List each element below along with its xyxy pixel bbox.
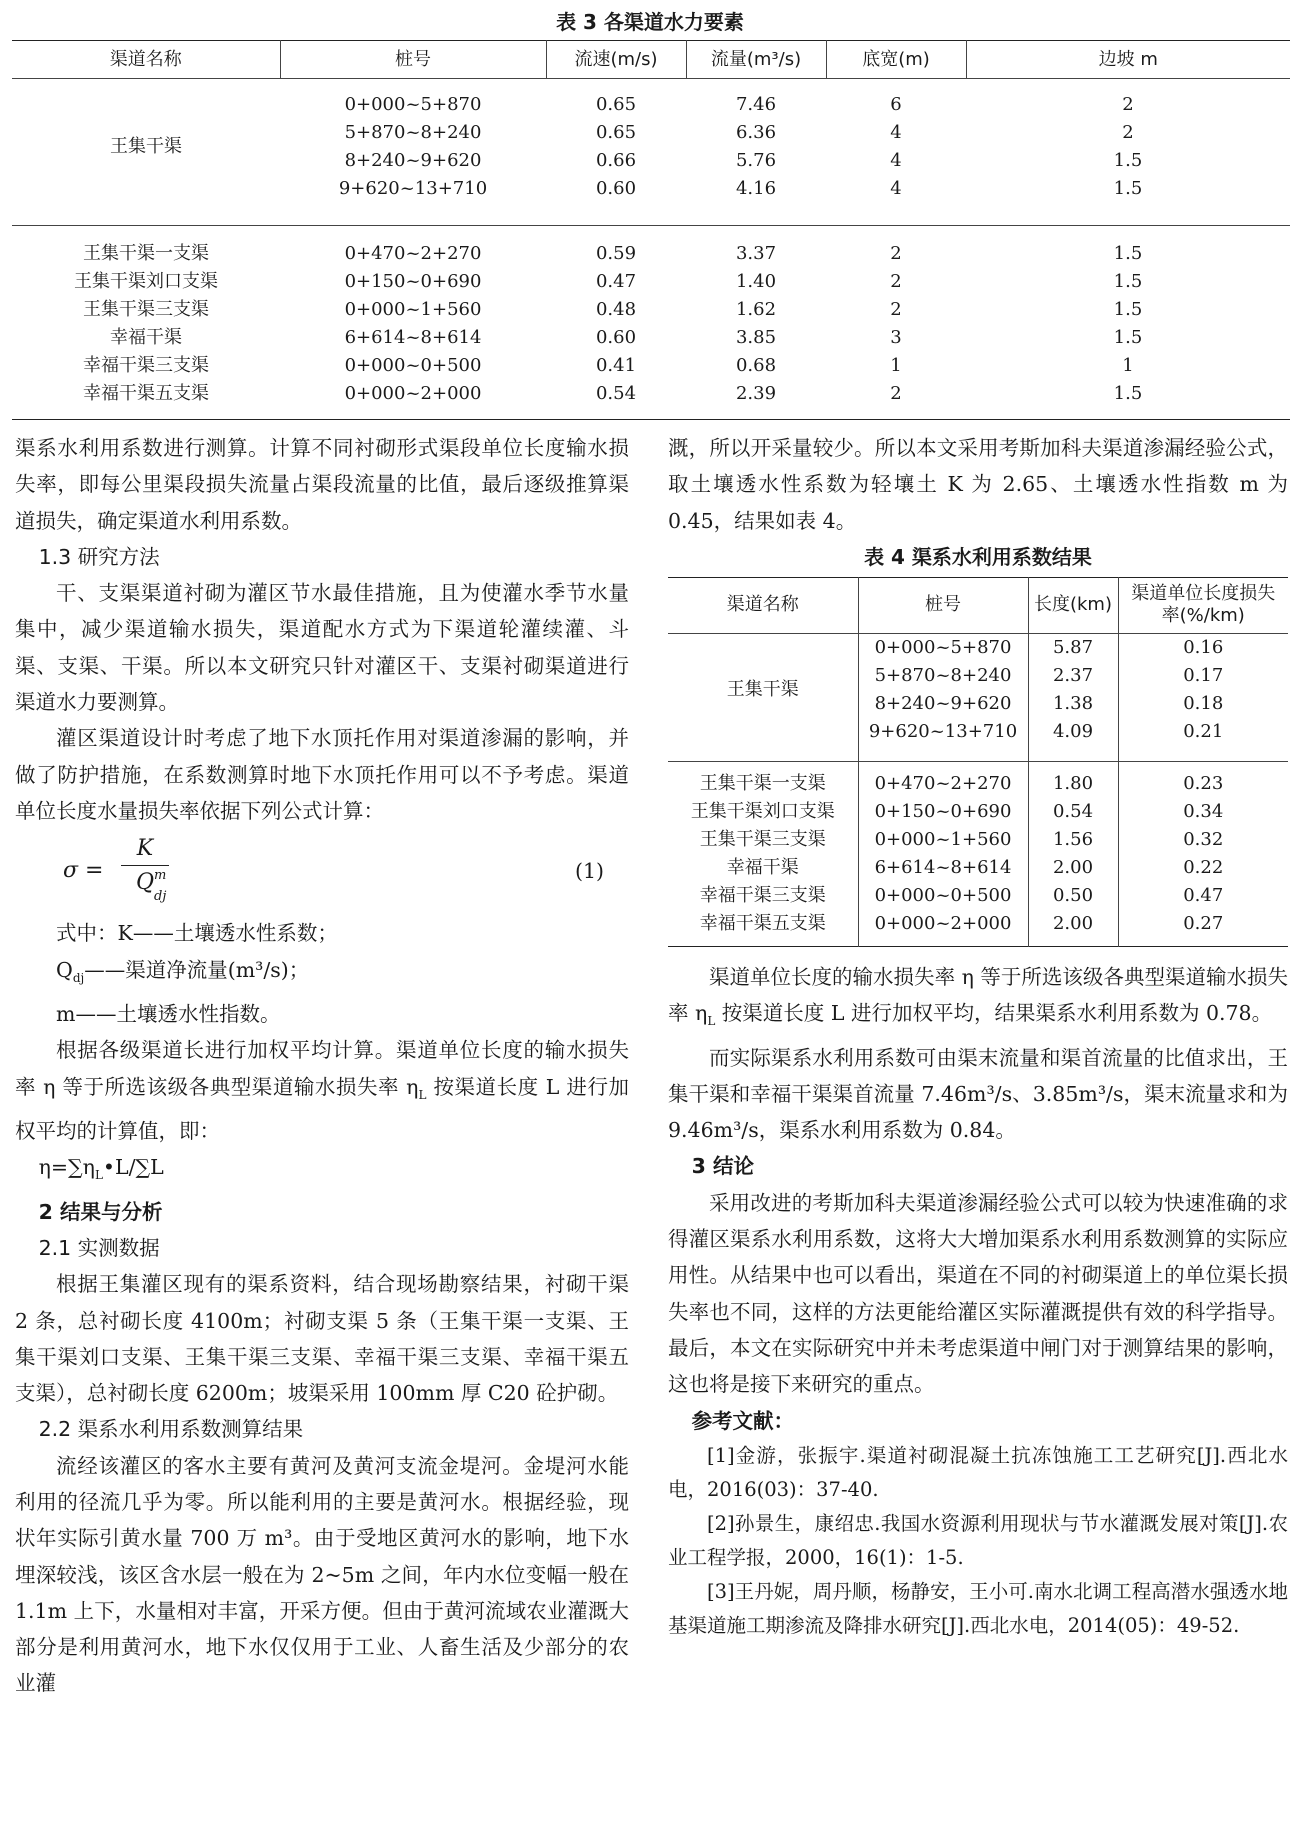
table-cell: 0.48: [595, 298, 637, 320]
table-row: [12, 352, 1290, 380]
table-cell: 0+000~2+000: [344, 382, 482, 404]
definition: 式中：K——土壤透水性系数；: [56, 921, 338, 946]
section-heading-1-3: 1.3 研究方法: [38, 544, 160, 569]
table-row: [668, 826, 1288, 854]
table-cell: 2: [1122, 122, 1134, 143]
table-cell: 0.16: [1183, 636, 1224, 658]
paragraph: 渠系水利用系数进行测算。计算不同衬砌形式渠段单位长度输水损失率，即每公里渠段损失流量占渠段流量的比值，最后逐级推算渠道损失，确定渠道水利用系数。: [15, 436, 629, 533]
table-row: [668, 798, 1288, 826]
table-cell: 0.47: [1183, 885, 1224, 907]
table-cell: 0+000~2+000: [858, 910, 1028, 938]
references-title: 参考文献：: [691, 1408, 795, 1433]
table-cell: 0+150~0+690: [344, 270, 482, 292]
table-cell: 幸福干渠: [668, 854, 858, 882]
table-cell: 0.65: [595, 122, 637, 143]
table4: [668, 577, 1288, 947]
table-cell: 0+000~0+500: [344, 354, 482, 376]
table-cell: 0+000~5+870: [344, 94, 482, 115]
t3-header: 边坡 m: [966, 41, 1290, 79]
table-cell: 0.17: [1183, 664, 1224, 686]
section-heading-2: 2 结果与分析: [38, 1199, 163, 1224]
table-cell: 7.46: [735, 94, 777, 115]
t3-header: 流量(m³/s): [686, 41, 826, 79]
table-cell: 王集干渠刘口支渠: [668, 798, 858, 826]
table-cell: 8+240~9+620: [344, 150, 482, 171]
table-row: [12, 225, 1290, 268]
table-cell: 0.23: [1183, 773, 1224, 795]
section-heading-2-2: 2.2 渠系水利用系数测算结果: [38, 1417, 304, 1442]
table-cell: 0+000~5+870: [858, 633, 1028, 662]
table-cell: 2.00: [1028, 910, 1118, 938]
table-cell: 4: [890, 122, 902, 143]
table3: [12, 40, 1290, 420]
right-column: [668, 430, 1288, 1643]
paragraph: 采用改进的考斯加科夫渠道渗漏经验公式可以较为快速准确的求得灌区渠系水利用系数，这将大大增加渠系水利用系数测算的实际应用性。从结果中也可以看出，渠道在不同的衬砌渠道上的单位渠长损失率也不同，这样的方法更能给灌区实际灌溉提供有效的科学指导。最后，本文在实际研究中并未考虑渠道中闸门对于测算结果的影响，这也将是接下来研究的重点。: [668, 1190, 1288, 1397]
table-cell: 0.21: [1183, 720, 1224, 742]
formula-number: (1): [575, 859, 605, 884]
table-cell: 0+000~1+560: [858, 826, 1028, 854]
t3-header: 底宽(m): [826, 41, 966, 79]
table-cell: 幸福干渠五支渠: [668, 910, 858, 938]
table-cell: 9+620~13+710: [338, 178, 488, 199]
table-cell: 5.76: [735, 150, 777, 171]
equation-2: [15, 1149, 629, 1193]
table-cell: 3.85: [735, 326, 777, 348]
paragraph: 流经该灌区的客水主要有黄河及黄河支流金堤河。金堤河水能利用的径流几乎为零。所以能利用的主要是黄河水。根据经验，现状年实际引黄水量 700 万 m³。由于受地区黄河水的影响，地下水埋深较浅，该区含水层一般在为 2~5m 之间，年内水位变幅一般在 1.1m 上下，水量相对丰富，开采方便。但由于黄河流域农业灌溉大部分是利用黄河水，地下水仅仅用于工业、人畜生活及少部分的农业灌: [15, 1453, 629, 1696]
definition-sub: dj: [72, 970, 85, 985]
equation-sub: L: [94, 1168, 103, 1183]
table-cell: 5.87: [1028, 633, 1118, 662]
t4-header: 桩号: [858, 577, 1028, 633]
table-cell: 0.66: [595, 150, 637, 171]
formula-1: [15, 829, 629, 915]
t3-header: 流速(m/s): [546, 41, 686, 79]
table-cell: 1.80: [1028, 762, 1118, 799]
table-cell: 2: [890, 242, 902, 264]
equation-text: η=∑η: [38, 1155, 95, 1180]
formula-lhs: σ =: [63, 858, 104, 884]
table-row: [668, 633, 1288, 662]
eta-sub: L: [707, 1014, 716, 1029]
table-cell: 2: [1122, 94, 1134, 115]
table3-caption: 表 3 各渠道水力要素: [556, 10, 744, 34]
table-cell: 6: [890, 94, 902, 115]
table-cell: 1.5: [1113, 242, 1143, 264]
table-cell: 4.09: [1028, 718, 1118, 746]
table-cell: 王集干渠刘口支渠: [74, 270, 218, 292]
table-cell: 1.5: [1113, 178, 1143, 199]
table-cell: 王集干渠三支渠: [668, 826, 858, 854]
table-cell: 幸福干渠: [110, 326, 182, 348]
table-cell: 1.5: [1113, 270, 1143, 292]
section-heading-3: 3 结论: [691, 1154, 754, 1179]
table-cell: 8+240~9+620: [858, 690, 1028, 718]
paragraph: 灌区渠道设计时考虑了地下水顶托作用对渠道渗漏的影响，并做了防护措施，在系数测算时地下水顶托作用可以不予考虑。渠道单位长度水量损失率依据下列公式计算：: [15, 726, 629, 823]
table-cell: 1.5: [1113, 382, 1143, 404]
paragraph: [668, 959, 1288, 1040]
table-cell: 1.62: [735, 298, 777, 320]
formula-den-sup: m: [154, 868, 167, 884]
formula-fraction: [121, 833, 169, 905]
t4-header: 渠道单位长度损失率(%/km): [1118, 577, 1288, 633]
table-cell: 0.59: [595, 242, 637, 264]
table-cell: 9+620~13+710: [858, 718, 1028, 746]
paragraph: 根据王集灌区现有的渠系资料，结合现场勘察结果，衬砌干渠 2 条，总衬砌长度 4100m；衬砌支渠 5 条（王集干渠一支渠、王集干渠刘口支渠、王集干渠三支渠、幸福干渠三支渠、幸福干渠五支渠），总衬砌长度 6200m；坡渠采用 100mm 厚 C20 砼护砌。: [15, 1272, 629, 1406]
equation-text: •L/∑L: [102, 1155, 164, 1180]
table-cell: 0.34: [1183, 801, 1224, 823]
table-cell: 2.37: [1028, 662, 1118, 690]
table-cell: 0+000~1+560: [344, 298, 482, 320]
table-cell: 0.50: [1028, 882, 1118, 910]
table-row: [12, 380, 1290, 408]
paragraph: [15, 1032, 629, 1149]
table-cell: 1.5: [1113, 326, 1143, 348]
formula-numerator: K: [136, 836, 154, 862]
table-cell: 1: [890, 354, 902, 376]
table-cell: 6+614~8+614: [858, 854, 1028, 882]
table-cell: 6.36: [735, 122, 777, 143]
t3-header: 渠道名称: [109, 48, 182, 70]
table-cell: 1: [1122, 354, 1134, 376]
table-row: [668, 882, 1288, 910]
table-cell: 2: [890, 298, 902, 320]
t4-header: 长度(km): [1028, 577, 1118, 633]
paragraph: 而实际渠系水利用系数可由渠末流量和渠首流量的比值求出，王集干渠和幸福干渠渠首流量 7.46m³/s、3.85m³/s，渠末流量求和为 9.46m³/s，渠系水利用系数为 0.84。: [668, 1045, 1288, 1143]
table-separator: [12, 203, 1290, 225]
table-cell: 0+470~2+270: [344, 242, 482, 264]
table-cell: 1.5: [1113, 150, 1143, 171]
table-cell: 0.32: [1183, 829, 1224, 851]
table-cell: 幸福干渠三支渠: [668, 882, 858, 910]
table-cell: 1.40: [735, 270, 777, 292]
table-cell: 0.47: [595, 270, 637, 292]
paragraph-text: 渠道单位长度的输水损失率 η 等于所选该级各典型渠道输水损失率 η: [668, 964, 1288, 1026]
paragraph-text: 根据各级渠道长进行加权平均计算。渠道单位长度的输水损失率 η 等于所选该级各典型渠道输水损失率 η: [15, 1038, 629, 1099]
definition-text: ——渠道净流量(m³/s)；: [84, 957, 310, 982]
t3-header: 桩号: [280, 41, 546, 79]
table-cell: 1.56: [1028, 826, 1118, 854]
eta-sub: L: [418, 1087, 427, 1102]
table-cell: 王集干渠: [110, 136, 182, 157]
table-cell: 0.60: [595, 326, 637, 348]
paragraph-text: 按渠道长度 L 进行加权平均的计算值，即：: [15, 1074, 629, 1143]
t4-header: 渠道名称: [726, 594, 799, 616]
table-cell: 2: [890, 382, 902, 404]
table-cell: 幸福干渠三支渠: [83, 354, 209, 376]
paragraph-text: 按渠道长度 L 进行加权平均，结果渠系水利用系数为 0.78。: [715, 1001, 1273, 1026]
table-cell: 0.68: [735, 354, 777, 376]
definition: [15, 952, 629, 996]
table-cell: 0.18: [1183, 692, 1224, 714]
paragraph: 干、支渠渠道衬砌为灌区节水最佳措施，且为使灌水季节水量集中，减少渠道输水损失，渠道配水方式为下渠道轮灌续灌、斗渠、支渠、干渠。所以本文研究只针对灌区干、支渠衬砌渠道进行渠道水力要测算。: [15, 581, 629, 715]
table4-caption: 表 4 渠系水利用系数结果: [864, 544, 1092, 569]
table-cell: 4: [890, 150, 902, 171]
table-cell: 幸福干渠五支渠: [83, 382, 209, 404]
reference-item: [1]金游，张振宇.渠道衬砌混凝土抗冻蚀施工工艺研究[J].西北水电，2016(03)：37-40.: [668, 1443, 1288, 1501]
table-cell: 0.54: [595, 382, 637, 404]
table-cell: 0.60: [595, 178, 637, 199]
table-cell: 0.54: [1028, 798, 1118, 826]
table-row: [12, 79, 1290, 120]
table-row: [12, 324, 1290, 352]
table-row: [668, 762, 1288, 799]
table-cell: 3.37: [735, 242, 777, 264]
formula-den-sub: dj: [154, 889, 167, 905]
table-cell: 2.00: [1028, 854, 1118, 882]
left-column: [15, 430, 629, 1702]
formula-denominator: [121, 865, 169, 905]
table-cell: 2: [890, 270, 902, 292]
table-row: [12, 296, 1290, 324]
table-cell: 4: [890, 178, 902, 199]
table-cell: 0.41: [595, 354, 637, 376]
references-list: [668, 1439, 1288, 1643]
table-row: [668, 910, 1288, 938]
paragraph: 溉，所以开采量较少。所以本文采用考斯加科夫渠道渗漏经验公式，取土壤透水性系数为轻壤土 K 为 2.65、土壤透水性指数 m 为 0.45，结果如表 4。: [668, 436, 1288, 533]
table-cell: 0.65: [595, 94, 637, 115]
table-cell: 王集干渠三支渠: [83, 298, 209, 320]
table-cell: 王集干渠: [668, 633, 858, 746]
formula-den-base: Q: [135, 870, 155, 896]
table-cell: 0+470~2+270: [858, 762, 1028, 799]
definition: m——土壤透水性指数。: [56, 1001, 281, 1026]
table-cell: 王集干渠一支渠: [83, 242, 209, 264]
table-cell: 0+000~0+500: [858, 882, 1028, 910]
table-cell: 5+870~8+240: [858, 662, 1028, 690]
table-cell: 5+870~8+240: [344, 122, 482, 143]
table-row: [668, 854, 1288, 882]
section-heading-2-1: 2.1 实测数据: [38, 1235, 160, 1260]
table-cell: 6+614~8+614: [344, 326, 482, 348]
table-cell: 0.27: [1183, 913, 1224, 935]
definition-symbol: Q: [56, 957, 73, 982]
reference-item: [2]孙景生，康绍忠.我国水资源利用现状与节水灌溉发展对策[J].农业工程学报，2000，16(1)：1-5.: [668, 1511, 1288, 1569]
table-cell: 王集干渠一支渠: [668, 762, 858, 799]
table-cell: 0.22: [1183, 857, 1224, 879]
table-cell: 1.5: [1113, 298, 1143, 320]
table-cell: 3: [890, 326, 902, 348]
table-cell: 0+150~0+690: [858, 798, 1028, 826]
reference-item: [3]王丹妮，周丹顺，杨静安，王小可.南水北调工程高潜水强透水地基渠道施工期渗流及降排水研究[J].西北水电，2014(05)：49-52.: [668, 1579, 1288, 1637]
table-row: [12, 268, 1290, 296]
table-cell: 2.39: [735, 382, 777, 404]
table-cell: 4.16: [735, 178, 777, 199]
table-cell: 1.38: [1028, 690, 1118, 718]
